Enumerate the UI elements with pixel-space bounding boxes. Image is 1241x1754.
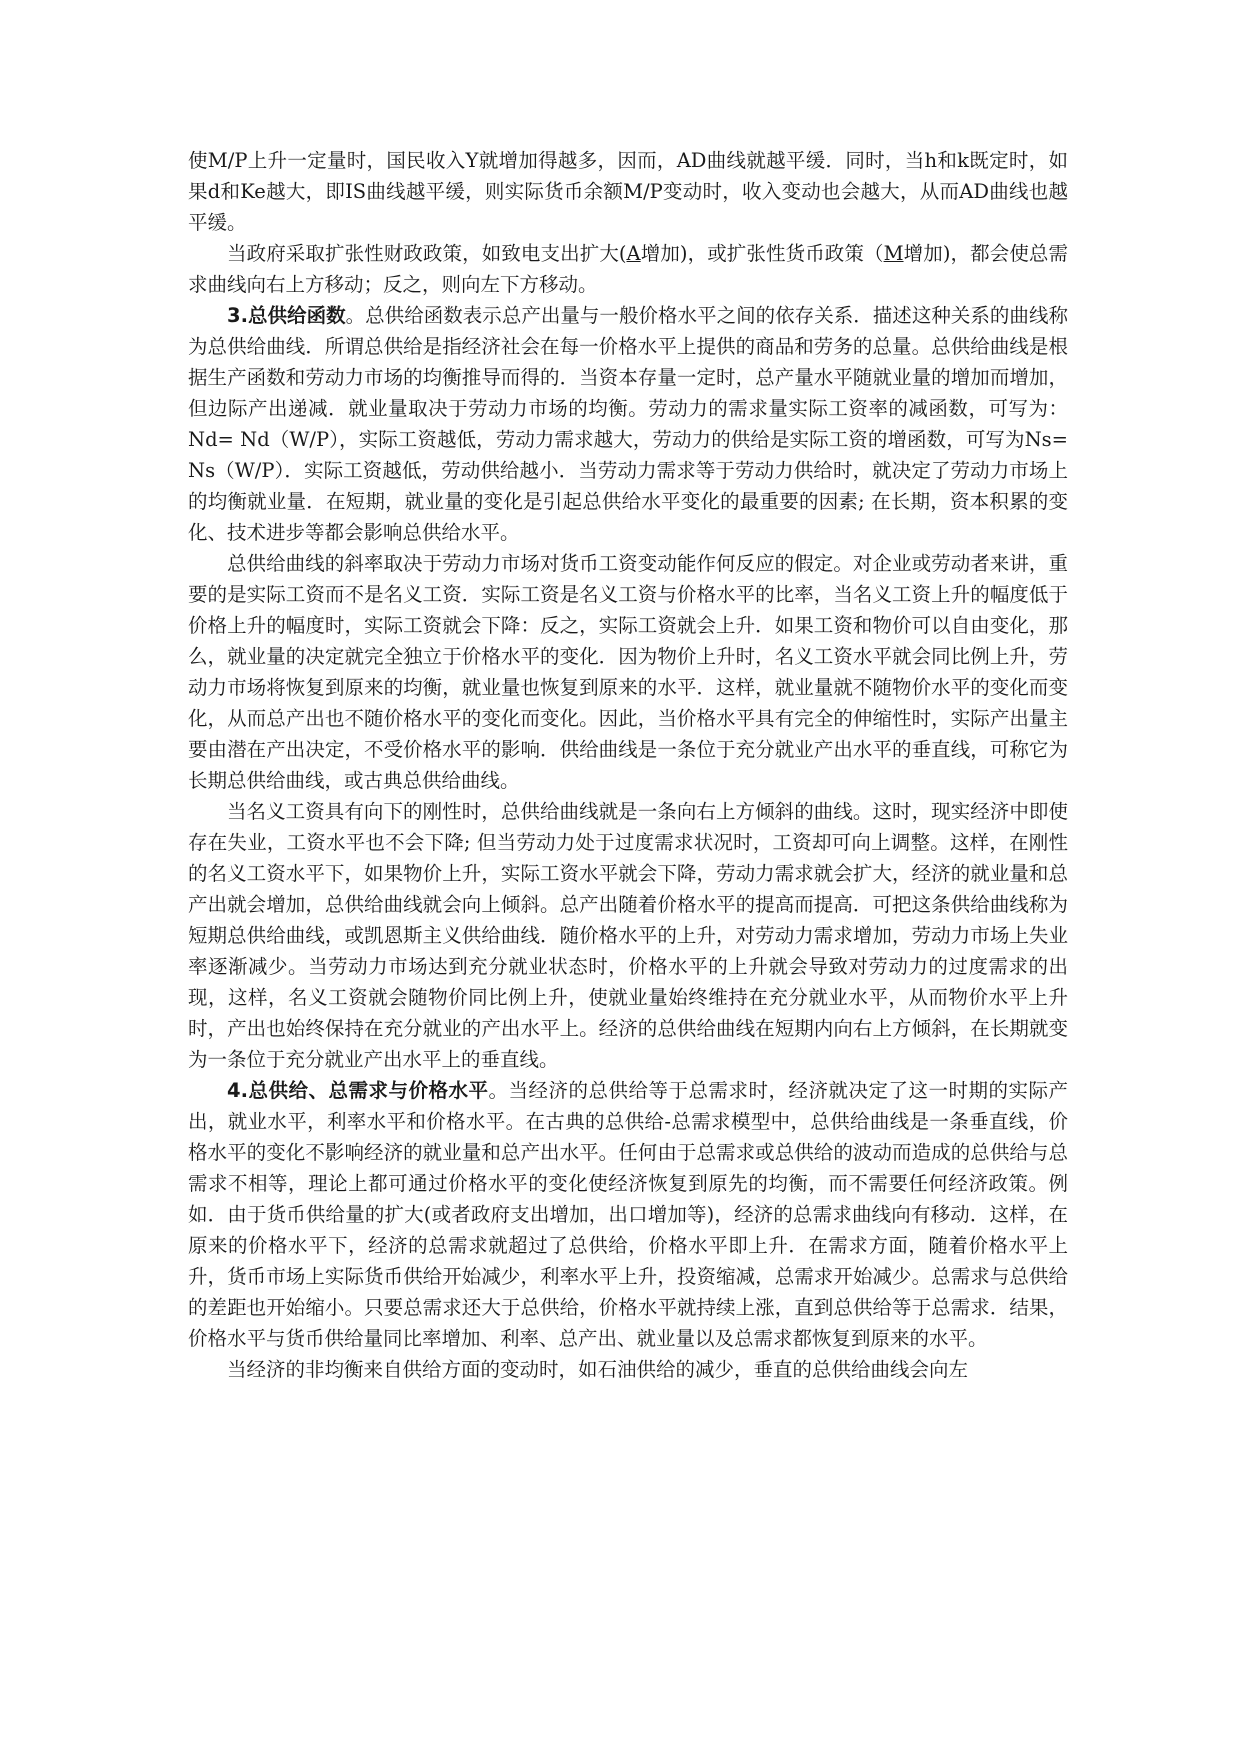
section-heading-4: 4.总供给、总需求与价格水平 <box>227 1079 489 1102</box>
paragraph-supply-demand-price <box>188 1075 1068 1354</box>
paragraph-supply-shock: 当经济的非均衡来自供给方面的变动时，如石油供给的减少，垂直的总供给曲线会向左 <box>227 1358 969 1381</box>
paragraph-continuation: 使M/P上升一定量时，国民收入Y就增加得越多，因而，AD曲线就越平缓．同时，当h和k既定时，如果d和Ke越大，即IS曲线越平缓，则实际货币余额M/P变动时，收入变动也会越大，从而AD曲线也越平缓。 <box>188 149 1068 234</box>
policy-text-a: 当政府采取扩张性财政政策，如致电支出扩大( <box>227 242 627 265</box>
paragraph-nominal-wage-rigidity: 当名义工资具有向下的刚性时，总供给曲线就是一条向右上方倾斜的曲线。这时，现实经济中即使存在失业，工资水平也不会下降; 但当劳动力处于过度需求状况时，工资却可向上调整。这样，在刚性的名义工资水平下，如果物价上升，实际工资水平就会下降，劳动力需求就会扩大，经济的就业量和总产出就会增加，总供给曲线就会向上倾斜。总产出随着价格水平的提高而提高．可把这条供给曲线称为短期总供给曲线，或凯恩斯主义供给曲线．随价格水平的上升，对劳动力需求增加，劳动力市场上失业率逐渐减少。当劳动力市场达到充分就业状态时，价格水平的上升就会导致对劳动力的过度需求的出现，这样，名义工资就会随物价同比例上升，使就业量始终维持在充分就业水平，从而物价水平上升时，产出也始终保持在充分就业的产出水平上。经济的总供给曲线在短期内向右上方倾斜，在长期就变为一条位于充分就业产出水平上的垂直线。 <box>188 800 1068 1071</box>
paragraph-aggregate-supply-function <box>188 300 1068 548</box>
section-heading-3: 3.总供给函数 <box>227 304 346 327</box>
section-4-text: 。当经济的总供给等于总需求时，经济就决定了这一时期的实际产出，就业水平，利率水平和价格水平。在古典的总供给-总需求模型中，总供给曲线是一条垂直线，价格水平的变化不影响经济的就业量和总产出水平。任何由于总需求或总供给的波动而造成的总供给与总需求不相等，理论上都可通过价格水平的变化使经济恢复到原先的均衡，而不需要任何经济政策。例如．由于货币供给量的扩大(或者政府支出增加，出口增加等)，经济的总需求曲线向有移动．这样，在原来的价格水平下，经济的总需求就超过了总供给，价格水平即上升．在需求方面，随着价格水平上升，货币市场上实际货币供给开始减少，利率水平上升，投资缩减，总需求开始减少。总需求与总供给的差距也开始缩小。只要总需求还大于总供给，价格水平就持续上涨，直到总供给等于总需求．结果，价格水平与货币供给量同比率增加、利率、总产出、就业量以及总需求都恢复到原来的水平。 <box>188 1079 1068 1350</box>
policy-underlined-m: M <box>883 242 904 265</box>
document-page <box>188 145 1068 1385</box>
policy-text-c: 增加)，都会使总需求曲线向右上方移动；反之，则向左下方移动。 <box>188 242 1069 296</box>
policy-underlined-a: A <box>626 242 641 265</box>
section-3-text: 。总供给函数表示总产出量与一般价格水平之间的依存关系．描述这种关系的曲线称为总供给曲线．所谓总供给是指经济社会在每一价格水平上提供的商品和劳务的总量。总供给曲线是根据生产函数和劳动力市场的均衡推导而得的．当资本存量一定时，总产量水平随就业量的增加而增加，但边际产出递减．就业量取决于劳动力市场的均衡。劳动力的需求量实际工资率的减函数，可写为：Nd= Nd（W/P），实际工资越低，劳动力需求越大，劳动力的供给是实际工资的增函数，可写为Ns= Ns（W/P）．实际工资越低，劳动供给越小．当劳动力需求等于劳动力供给时，就决定了劳动力市场上的均衡就业量．在短期，就业量的变化是引起总供给水平变化的最重要的因素; 在长期，资本积累的变化、技术进步等都会影响总供给水平。 <box>188 304 1068 544</box>
paragraph-supply-curve-slope: 总供给曲线的斜率取决于劳动力市场对货币工资变动能作何反应的假定。对企业或劳动者来讲，重要的是实际工资而不是名义工资．实际工资是名义工资与价格水平的比率，当名义工资上升的幅度低于价格上升的幅度时，实际工资就会下降：反之，实际工资就会上升．如果工资和物价可以自由变化，那么，就业量的决定就完全独立于价格水平的变化．因为物价上升时，名义工资水平就会同比例上升，劳动力市场将恢复到原来的均衡，就业量也恢复到原来的水平．这样，就业量就不随物价水平的变化而变化，从而总产出也不随价格水平的变化而变化。因此，当价格水平具有完全的伸缩性时，实际产出量主要由潜在产出决定，不受价格水平的影响．供给曲线是一条位于充分就业产出水平的垂直线，可称它为长期总供给曲线，或古典总供给曲线。 <box>188 552 1068 792</box>
policy-text-b: 增加)，或扩张性货币政策（ <box>640 242 884 265</box>
paragraph-policy <box>188 238 1068 300</box>
